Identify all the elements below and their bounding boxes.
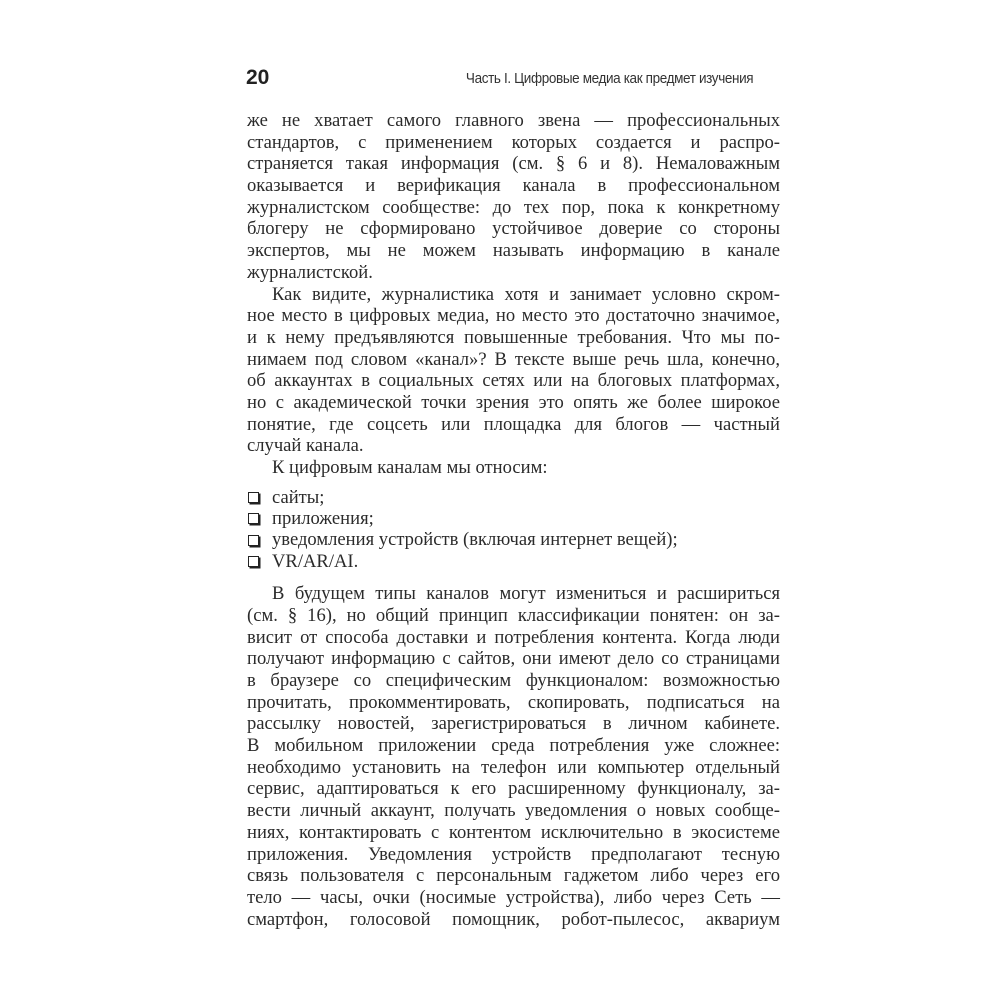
list-item <box>247 508 780 529</box>
text-line: сервис, адаптироваться к его расширенному функционалу, за- <box>247 778 780 800</box>
text-line: смартфон, голосовой помощник, робот-пылесос, аквариум <box>247 908 780 930</box>
channel-list <box>247 487 780 573</box>
text-line: в браузере со специфическим функционалом: возможностью <box>247 670 780 691</box>
text-line: ниях, контактировать с контентом исключительно в экосистеме <box>247 821 780 843</box>
text-line: В будущем типы каналов могут измениться и расшириться <box>272 583 780 605</box>
list-item <box>247 551 780 572</box>
text-line: и к нему предъявляются повышенные требования. Что мы по- <box>247 326 780 348</box>
paragraph <box>247 457 780 479</box>
checkbox-bullet-icon <box>248 556 259 567</box>
text-line: приложения. Уведомления устройств предполагают тесную <box>247 843 780 865</box>
paragraph <box>247 110 780 284</box>
list-item-text: уведомления устройств (включая интернет вещей); <box>272 529 678 551</box>
text-line: висит от способа доставки и потребления контента. Когда люди <box>247 626 780 648</box>
text-line: понятие, где соцсеть или площадка для блогов — частный <box>247 413 780 435</box>
body-text <box>247 110 780 930</box>
text-line: необходимо установить на телефон или компьютер отдельный <box>247 756 780 778</box>
paragraph <box>247 583 780 930</box>
text-line: оказывается и верификация канала в профессиональном <box>247 175 780 197</box>
text-line: рассылку новостей, зарегистрироваться в личном кабинете. <box>247 713 780 735</box>
text-line: Как видите, журналистика хотя и занимает условно скром- <box>272 283 780 305</box>
text-line: (см. § 16), но общий принцип классификации понятен: он за- <box>247 604 780 626</box>
checkbox-bullet-icon <box>248 513 259 524</box>
text-line: журналистском сообществе: до тех пор, пока к конкретному <box>247 196 780 218</box>
text-line: случай канала. <box>247 435 364 457</box>
text-line: получают информацию с сайтов, они имеют дело со страницами <box>247 648 780 670</box>
text-line: экспертов, мы не можем называть информацию в канале <box>247 240 780 262</box>
checkbox-bullet-icon <box>248 492 259 503</box>
text-line: К цифровым каналам мы относим: <box>272 457 548 478</box>
text-line: ное место в цифровых медиа, но место это достаточно значимое, <box>247 305 780 327</box>
checkbox-bullet-icon <box>248 535 259 546</box>
list-item-text: приложения; <box>272 507 374 529</box>
text-line: журналистской. <box>247 261 373 283</box>
text-line: прочитать, прокомментировать, скопировать, подписаться на <box>247 691 780 713</box>
text-line: связь пользователя с персональным гаджетом либо через его <box>247 865 780 887</box>
list-item <box>247 487 780 508</box>
list-item-text: сайты; <box>272 486 325 508</box>
text-line: нимаем под словом «канал»? В тексте выше речь шла, конечно, <box>247 348 780 370</box>
text-line: В мобильном приложении среда потребления уже сложнее: <box>247 735 780 757</box>
text-line: вести личный аккаунт, получать уведомления о новых сообще- <box>247 800 780 822</box>
paragraphs-after-list <box>247 583 780 930</box>
page-number: 20 <box>246 66 270 89</box>
text-line: же не хватает самого главного звена — профессиональных <box>247 110 780 131</box>
text-line: блогеру не сформировано устойчивое доверие со стороны <box>247 218 780 240</box>
running-header: Часть I. Цифровые медиа как предмет изучения <box>465 70 753 87</box>
list-item <box>247 529 780 550</box>
list-item-text: VR/AR/AI. <box>272 550 359 572</box>
text-line: об аккаунтах в социальных сетях или на блоговых платформах, <box>247 370 780 392</box>
text-line: страняется такая информация (см. § 6 и 8). Немаловажным <box>247 153 780 175</box>
text-line: тело — часы, очки (носимые устройства), либо через Сеть — <box>247 886 780 908</box>
paragraph <box>247 284 780 458</box>
paragraphs-before-list <box>247 110 780 479</box>
text-line: но с академической точки зрения это опять же более широкое <box>247 391 780 413</box>
text-line: стандартов, с применением которых создается и распро- <box>247 131 780 153</box>
